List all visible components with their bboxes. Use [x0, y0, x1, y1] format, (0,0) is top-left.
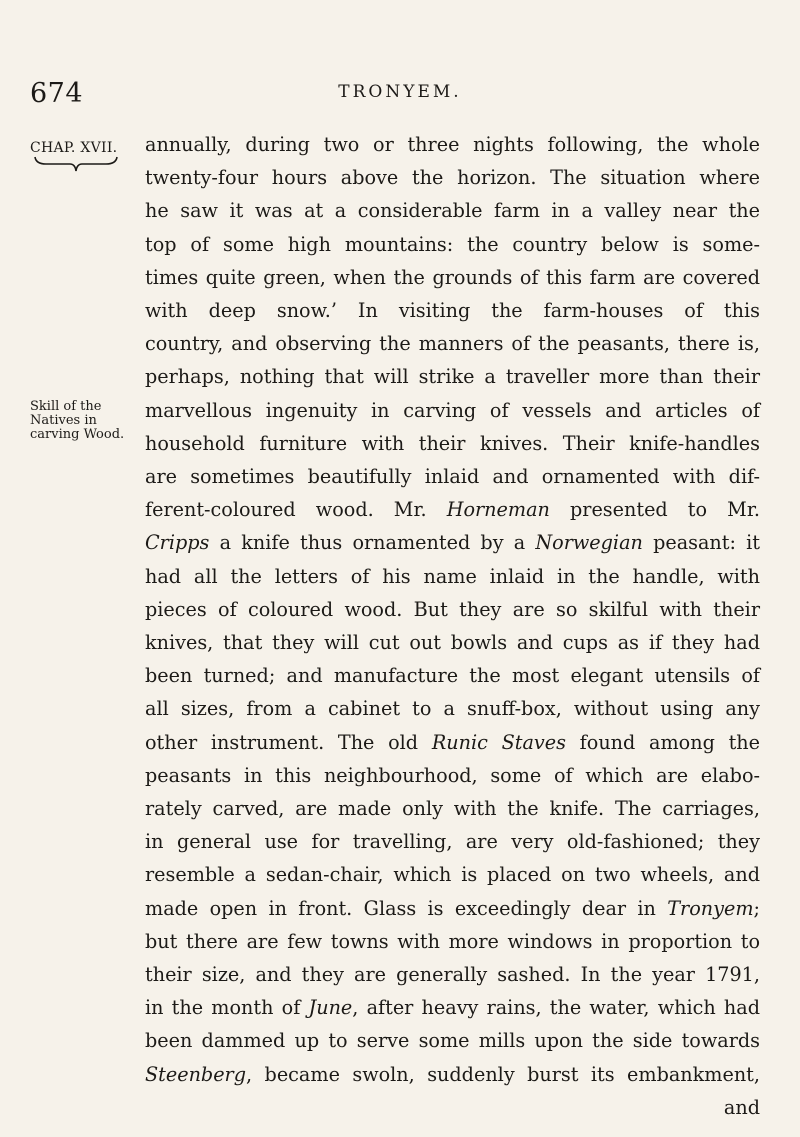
text-line: all sizes, from a cabinet to a snuff-box, without using any	[145, 697, 760, 721]
text-line: been dammed up to serve some mills upon the side towards	[145, 1029, 760, 1053]
text-line: times quite green, when the grounds of this farm are covered	[145, 265, 760, 289]
running-title: TRONYEM.	[338, 82, 462, 102]
text-line: Cripps a knife thus ornamented by a Norwegian peasant: it	[145, 531, 760, 555]
text-line: ferent-coloured wood. Mr. Horneman presented to Mr.	[145, 498, 760, 522]
text-line: country, and observing the manners of the peasants, there is,	[145, 332, 760, 356]
text-line: top of some high mountains: the country below is some-	[145, 232, 760, 256]
brace-ornament	[34, 155, 118, 173]
text-line: rately carved, are made only with the knife. The carriages,	[145, 797, 760, 821]
text-line: Steenberg, became swoln, suddenly burst its embankment,	[145, 1062, 760, 1086]
text-line: marvellous ingenuity in carving of vessels and articles of	[145, 398, 760, 422]
text-line: been turned; and manufacture the most elegant utensils of	[145, 664, 760, 688]
text-line: annually, during two or three nights following, the whole	[145, 133, 760, 156]
marginal-note-line: carving Wood.	[30, 427, 125, 442]
text-line: in general use for travelling, are very old-fashioned; they	[145, 830, 760, 854]
page-number: 674	[30, 78, 84, 109]
text-line: knives, that they will cut out bowls and cups as if they had	[145, 631, 760, 655]
marginal-note	[30, 400, 124, 442]
text-line: had all the letters of his name inlaid in the handle, with	[145, 564, 760, 588]
text-line: but there are few towns with more windows in proportion to	[145, 929, 760, 953]
chapter-marker: CHAP. XVII.	[30, 140, 118, 156]
marginal-note-line: Natives in	[30, 413, 97, 428]
text-line: twenty-four hours above the horizon. The situation where	[145, 166, 760, 190]
text-line: perhaps, nothing that will strike a traveller more than their	[145, 365, 760, 389]
text-line: are sometimes beautifully inlaid and ornamented with dif-	[145, 465, 760, 489]
text-line: made open in front. Glass is exceedingly dear in Tronyem;	[145, 896, 760, 920]
text-line: pieces of coloured wood. But they are so skilful with their	[145, 597, 760, 621]
text-line: their size, and they are generally sashed. In the year 1791,	[145, 963, 760, 987]
marginal-note-line: Skill of the	[30, 399, 102, 414]
text-line: other instrument. The old Runic Staves found among the	[145, 730, 761, 754]
text-line: with deep snow.’ In visiting the farm-houses of this	[145, 299, 760, 323]
text-line: in the month of June, after heavy rains, the water, which had	[145, 996, 760, 1020]
body-text	[145, 128, 760, 1124]
text-line: he saw it was at a considerable farm in a valley near the	[145, 199, 760, 223]
text-line: peasants in this neighbourhood, some of which are elabo-	[145, 763, 760, 787]
text-line: resemble a sedan-chair, which is placed on two wheels, and	[145, 863, 760, 887]
text-line: household furniture with their knives. Their knife-handles	[145, 431, 760, 455]
catchword: and	[723, 1095, 760, 1119]
